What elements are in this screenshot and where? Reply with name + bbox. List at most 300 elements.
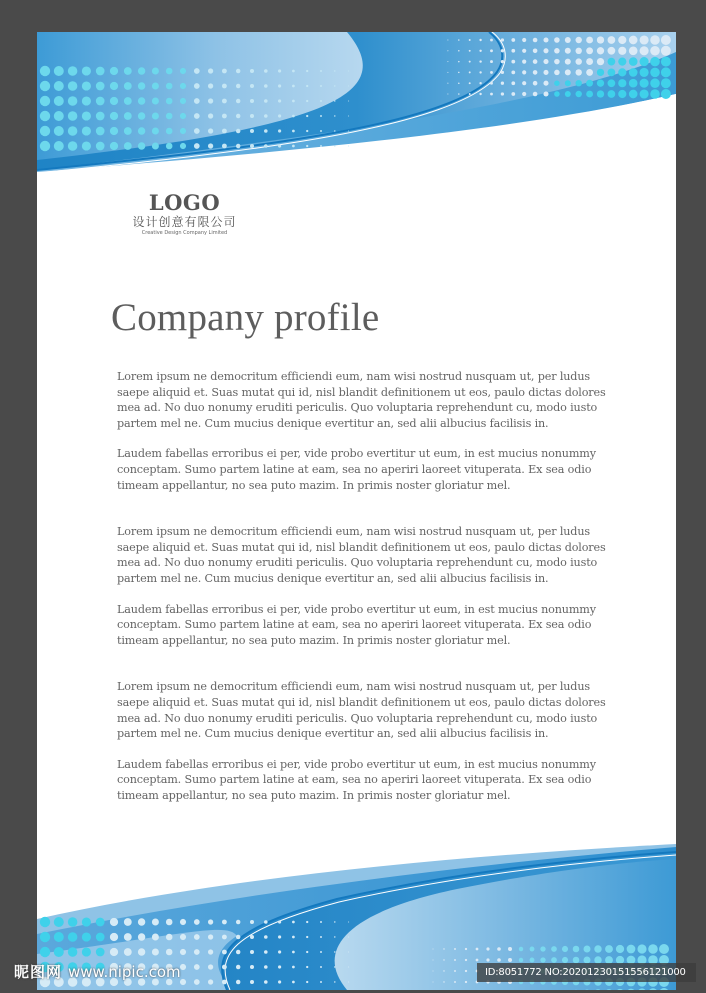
halftone-dot (540, 957, 545, 962)
halftone-dot (348, 70, 349, 71)
halftone-dot (138, 142, 145, 149)
halftone-dot (222, 920, 227, 925)
halftone-dot (124, 142, 132, 150)
halftone-dot (320, 951, 322, 953)
halftone-dot (82, 917, 91, 926)
halftone-dot (618, 58, 626, 66)
halftone-dot (68, 932, 78, 942)
halftone-dot (540, 946, 545, 951)
halftone-dot (511, 92, 515, 96)
halftone-dot (659, 944, 669, 954)
halftone-dot (264, 980, 268, 984)
halftone-dot (68, 917, 78, 927)
halftone-dot (222, 99, 227, 104)
halftone-dot (618, 90, 626, 98)
halftone-dot (54, 141, 64, 151)
halftone-dot (522, 60, 526, 64)
halftone-dot (292, 936, 295, 939)
halftone-dot (334, 921, 335, 922)
halftone-dot (629, 36, 638, 45)
halftone-dot (40, 932, 50, 942)
halftone-dot (236, 935, 240, 939)
halftone-dot (586, 80, 593, 87)
halftone-dot (82, 141, 91, 150)
halftone-dot (40, 947, 50, 957)
halftone-dot (554, 80, 560, 86)
halftone-dot (208, 83, 213, 88)
halftone-dot (54, 81, 64, 91)
halftone-dot (292, 921, 295, 924)
halftone-dot (618, 68, 626, 76)
halftone-dot (511, 81, 515, 85)
halftone-dot (511, 49, 515, 53)
halftone-dot (432, 981, 433, 982)
halftone-dot (194, 68, 200, 74)
halftone-dot (278, 99, 281, 102)
halftone-dot (458, 61, 460, 63)
halftone-dot (511, 60, 515, 64)
halftone-dot (597, 69, 604, 76)
halftone-dot (54, 96, 64, 106)
halftone-dot (306, 921, 308, 923)
halftone-dot (138, 948, 145, 955)
halftone-dot (222, 114, 227, 119)
halftone-dot (250, 950, 254, 954)
halftone-dot (250, 920, 254, 924)
halftone-dot (82, 81, 91, 90)
halftone-dot (469, 93, 471, 95)
halftone-dot (68, 947, 78, 957)
halftone-dot (166, 919, 173, 926)
halftone-dot (490, 39, 493, 42)
halftone-dot (486, 958, 489, 961)
halftone-dot (465, 948, 467, 950)
halftone-dot (650, 68, 660, 78)
halftone-dot (138, 112, 145, 119)
halftone-dot (443, 959, 444, 960)
halftone-dot (629, 57, 638, 66)
halftone-dot (292, 966, 295, 969)
halftone-dot (138, 82, 145, 89)
halftone-dot (124, 948, 132, 956)
halftone-dot (661, 46, 671, 56)
halftone-dot (264, 114, 268, 118)
halftone-dot (152, 98, 159, 105)
halftone-dot (497, 947, 501, 951)
halftone-dot (586, 91, 593, 98)
halftone-dot (608, 69, 616, 77)
halftone-dot (264, 129, 268, 133)
halftone-dot (320, 85, 322, 87)
watermark-id-label: ID:8051772 NO:20201230151556121000 (477, 963, 696, 982)
halftone-dot (208, 113, 213, 118)
halftone-dot (40, 66, 50, 76)
halftone-dot (454, 948, 456, 950)
halftone-dot (54, 126, 64, 136)
halftone-dot (465, 959, 467, 961)
halftone-dot (68, 81, 78, 91)
halftone-dot (40, 917, 50, 927)
halftone-dot (208, 68, 213, 73)
halftone-dot (334, 100, 335, 101)
halftone-dot (166, 143, 173, 150)
halftone-dot (236, 920, 240, 924)
halftone-dot (278, 129, 281, 132)
halftone-dot (618, 47, 626, 55)
halftone-dot (40, 141, 50, 151)
halftone-dot (180, 949, 186, 955)
halftone-dot (306, 70, 308, 72)
halftone-dot (554, 48, 560, 54)
halftone-dot (522, 92, 526, 96)
halftone-dot (208, 949, 213, 954)
halftone-dot (469, 82, 471, 84)
halftone-dot (490, 82, 493, 85)
halftone-dot (152, 934, 159, 941)
halftone-dot (348, 966, 349, 967)
halftone-dot (573, 946, 580, 953)
halftone-dot (334, 85, 335, 86)
section-1-paragraph-1: Lorem ipsum ne democritum efficiendi eum, nam wisi nostrud nusquam ut, per ludus saepe aliquid et. Suas mutat qui id, nisl blandit definitionem ut eos, paulo dictas dolores mea ad. No duo nonumy eruditi periculis. Quo voluptaria reprehendunt cu, modo iusto partem mel ne. Cum mucius denique evertitur an, sed alii albucius facilisis in. (117, 370, 606, 430)
halftone-dot (292, 145, 295, 148)
halftone-dot (110, 948, 118, 956)
halftone-dot (458, 93, 460, 95)
halftone-dot (208, 143, 213, 148)
halftone-dot (306, 145, 308, 147)
halftone-dot (447, 39, 448, 40)
halftone-dot (124, 97, 132, 105)
halftone-dot (306, 115, 308, 117)
halftone-dot (110, 127, 118, 135)
halftone-dot (236, 69, 240, 73)
halftone-dot (320, 936, 322, 938)
halftone-dot (292, 100, 295, 103)
halftone-dot (320, 100, 322, 102)
halftone-dot (565, 69, 571, 75)
halftone-dot (40, 111, 50, 121)
halftone-dot (432, 970, 433, 971)
logo-chinese-name: 设计创意有限公司 (132, 215, 237, 229)
halftone-dot (236, 129, 240, 133)
halftone-dot (650, 46, 660, 56)
header-wave-decoration (37, 32, 676, 182)
halftone-dot (640, 57, 649, 66)
halftone-dot (443, 981, 444, 982)
halftone-dot (222, 980, 227, 985)
halftone-dot (616, 945, 624, 953)
watermark-url: www.nipic.com (68, 963, 181, 981)
halftone-dot (629, 79, 638, 88)
halftone-dot (292, 70, 295, 73)
halftone-dot (194, 83, 200, 89)
halftone-dot (250, 99, 254, 103)
halftone-dot (96, 948, 105, 957)
halftone-dot (68, 141, 78, 151)
halftone-dot (575, 80, 581, 86)
halftone-dot (40, 126, 50, 136)
halftone-dot (348, 85, 349, 86)
halftone-dot (586, 58, 593, 65)
halftone-dot (443, 970, 444, 971)
halftone-dot (490, 49, 493, 52)
halftone-dot (278, 84, 281, 87)
halftone-dot (554, 91, 560, 97)
halftone-dot (278, 114, 281, 117)
halftone-dot (180, 919, 186, 925)
halftone-dot (454, 981, 456, 983)
halftone-dot (465, 970, 467, 972)
halftone-dot (608, 79, 616, 87)
halftone-dot (334, 115, 335, 116)
halftone-dot (194, 934, 200, 940)
halftone-dot (508, 947, 512, 951)
halftone-dot (320, 966, 322, 968)
halftone-dot (208, 128, 213, 133)
halftone-dot (637, 944, 646, 953)
halftone-dot (348, 145, 349, 146)
halftone-dot (661, 78, 671, 88)
halftone-dot (124, 933, 132, 941)
halftone-dot (479, 39, 481, 41)
halftone-dot (586, 69, 593, 76)
halftone-dot (306, 130, 308, 132)
halftone-dot (334, 70, 335, 71)
halftone-dot (458, 72, 460, 74)
halftone-dot (180, 68, 186, 74)
halftone-dot (236, 99, 240, 103)
halftone-dot (180, 113, 186, 119)
halftone-dot (96, 127, 105, 136)
halftone-dot (82, 96, 91, 105)
halftone-dot (96, 97, 105, 106)
halftone-dot (138, 97, 145, 104)
halftone-dot (124, 112, 132, 120)
halftone-dot (166, 83, 173, 90)
halftone-dot (447, 83, 448, 84)
halftone-dot (519, 947, 523, 951)
halftone-dot (608, 36, 616, 44)
section-2-paragraph-1: Lorem ipsum ne democritum efficiendi eum, nam wisi nostrud nusquam ut, per ludus saepe aliquid et. Suas mutat qui id, nisl blandit definitionem ut eos, paulo dictas dolores mea ad. No duo nonumy eruditi periculis. Quo voluptaria reprehendunt cu, modo iusto partem mel ne. Cum mucius denique evertitur an, sed alii albucius facilisis in. (117, 525, 606, 585)
halftone-dot (320, 921, 322, 923)
halftone-dot (222, 935, 227, 940)
halftone-dot (68, 126, 78, 136)
halftone-dot (661, 89, 671, 99)
halftone-dot (278, 935, 281, 938)
halftone-dot (586, 47, 593, 54)
halftone-dot (180, 934, 186, 940)
halftone-dot (278, 69, 281, 72)
halftone-dot (348, 936, 349, 937)
halftone-dot (533, 38, 538, 43)
halftone-dot (501, 71, 504, 74)
halftone-dot (82, 947, 91, 956)
halftone-dot (152, 143, 159, 150)
halftone-dot (348, 951, 349, 952)
halftone-dot (306, 85, 308, 87)
halftone-dot (458, 82, 460, 84)
halftone-dot (236, 144, 240, 148)
halftone-dot (320, 981, 322, 983)
company-logo (122, 192, 247, 237)
halftone-dot (605, 945, 613, 953)
halftone-dot (82, 111, 91, 120)
halftone-dot (334, 130, 335, 131)
halftone-dot (501, 82, 504, 85)
halftone-dot (292, 951, 295, 954)
halftone-dot (110, 112, 118, 120)
halftone-dot (236, 965, 240, 969)
halftone-dot (54, 111, 64, 121)
halftone-dot (250, 114, 254, 118)
halftone-dot (124, 918, 132, 926)
halftone-dot (584, 946, 591, 953)
halftone-dot (543, 48, 548, 53)
halftone-dot (96, 918, 105, 927)
halftone-dot (629, 46, 638, 55)
halftone-dot (194, 143, 200, 149)
halftone-dot (96, 67, 105, 76)
halftone-dot (96, 933, 105, 942)
halftone-dot (661, 57, 671, 67)
halftone-dot (533, 81, 538, 86)
halftone-dot (334, 981, 335, 982)
halftone-dot (222, 129, 227, 134)
halftone-dot (469, 61, 471, 63)
halftone-dot (110, 918, 118, 926)
halftone-dot (530, 947, 535, 952)
halftone-dot (194, 964, 200, 970)
halftone-dot (447, 72, 448, 73)
halftone-dot (138, 67, 145, 74)
halftone-dot (640, 46, 649, 55)
halftone-dot (432, 959, 433, 960)
halftone-dot (264, 99, 268, 103)
halftone-dot (447, 61, 448, 62)
halftone-dot (454, 970, 456, 972)
halftone-dot (597, 58, 604, 65)
halftone-dot (138, 127, 145, 134)
halftone-dot (152, 68, 159, 75)
halftone-dot (458, 50, 460, 52)
halftone-dot (194, 949, 200, 955)
halftone-dot (124, 127, 132, 135)
halftone-dot (594, 945, 601, 952)
halftone-dot (533, 92, 538, 97)
halftone-dot (565, 37, 571, 43)
halftone-dot (629, 90, 638, 99)
halftone-dot (82, 126, 91, 135)
halftone-dot (250, 144, 254, 148)
halftone-dot (152, 919, 159, 926)
halftone-dot (618, 79, 626, 87)
halftone-dot (292, 115, 295, 118)
halftone-dot (110, 933, 118, 941)
halftone-dot (554, 70, 560, 76)
halftone-dot (479, 93, 481, 95)
halftone-dot (447, 50, 448, 51)
halftone-dot (469, 71, 471, 73)
halftone-dot (264, 935, 268, 939)
halftone-dot (629, 68, 638, 77)
logo-english-name: Creative Design Company Limited (141, 230, 228, 236)
halftone-dot (479, 60, 481, 62)
halftone-dot (54, 66, 64, 76)
halftone-dot (166, 934, 173, 941)
halftone-dot (490, 60, 493, 63)
halftone-dot (208, 98, 213, 103)
halftone-dot (479, 82, 481, 84)
halftone-dot (166, 113, 173, 120)
halftone-dot (110, 97, 118, 105)
halftone-dot (650, 57, 660, 67)
halftone-dot (486, 947, 489, 950)
halftone-dot (575, 69, 581, 75)
halftone-dot (320, 130, 322, 132)
halftone-dot (597, 36, 604, 43)
halftone-dot (208, 934, 213, 939)
halftone-dot (465, 981, 467, 983)
halftone-dot (152, 128, 159, 135)
body-text (117, 369, 607, 803)
halftone-dot (533, 48, 538, 53)
halftone-dot (530, 958, 535, 963)
section-3-paragraph-2: Laudem fabellas erroribus ei per, vide probo evertitur ut eum, in est mucius nonummy conceptam. Sumo partem latine at eam, sea no aperiri laoreet vituperata. Ex sea odio timeam appellantur, no sea puto mazim. In primis noster gloriatur mel. (117, 757, 596, 802)
watermark-site (14, 961, 181, 982)
section-1-paragraph-2: Laudem fabellas erroribus ei per, vide probo evertitur ut eum, in est mucius nonummy conceptam. Sumo partem latine at eam, sea no aperiri laoreet vituperata. Ex sea odio timeam appellantur, no sea puto mazim. In primis noster gloriatur mel. (117, 447, 596, 492)
halftone-dot (194, 98, 200, 104)
halftone-dot (334, 966, 335, 967)
halftone-dot (54, 932, 64, 942)
halftone-dot (306, 966, 308, 968)
halftone-dot (501, 49, 504, 52)
halftone-dot (208, 919, 213, 924)
halftone-dot (250, 935, 254, 939)
halftone-dot (640, 35, 649, 44)
halftone-dot (454, 959, 456, 961)
halftone-dot (447, 93, 448, 94)
halftone-dot (432, 948, 433, 949)
halftone-dot (236, 84, 240, 88)
halftone-dot (490, 71, 493, 74)
halftone-dot (458, 39, 460, 41)
halftone-dot (292, 981, 295, 984)
halftone-dot (501, 60, 504, 63)
halftone-dot (264, 144, 268, 148)
halftone-dot (278, 144, 281, 147)
halftone-dot (650, 35, 660, 45)
halftone-dot (586, 37, 593, 44)
halftone-dot (264, 965, 268, 969)
halftone-dot (508, 958, 512, 962)
halftone-dot (222, 84, 227, 89)
halftone-dot (597, 90, 604, 97)
halftone-dot (82, 66, 91, 75)
halftone-dot (222, 965, 227, 970)
halftone-dot (194, 128, 200, 134)
halftone-dot (348, 115, 349, 116)
halftone-dot (96, 112, 105, 121)
halftone-dot (565, 48, 571, 54)
halftone-dot (543, 37, 548, 42)
halftone-dot (138, 933, 145, 940)
halftone-dot (469, 50, 471, 52)
halftone-dot (597, 80, 604, 87)
halftone-dot (501, 92, 504, 95)
halftone-dot (608, 47, 616, 55)
halftone-dot (334, 145, 335, 146)
halftone-dot (110, 67, 118, 75)
halftone-dot (264, 84, 268, 88)
